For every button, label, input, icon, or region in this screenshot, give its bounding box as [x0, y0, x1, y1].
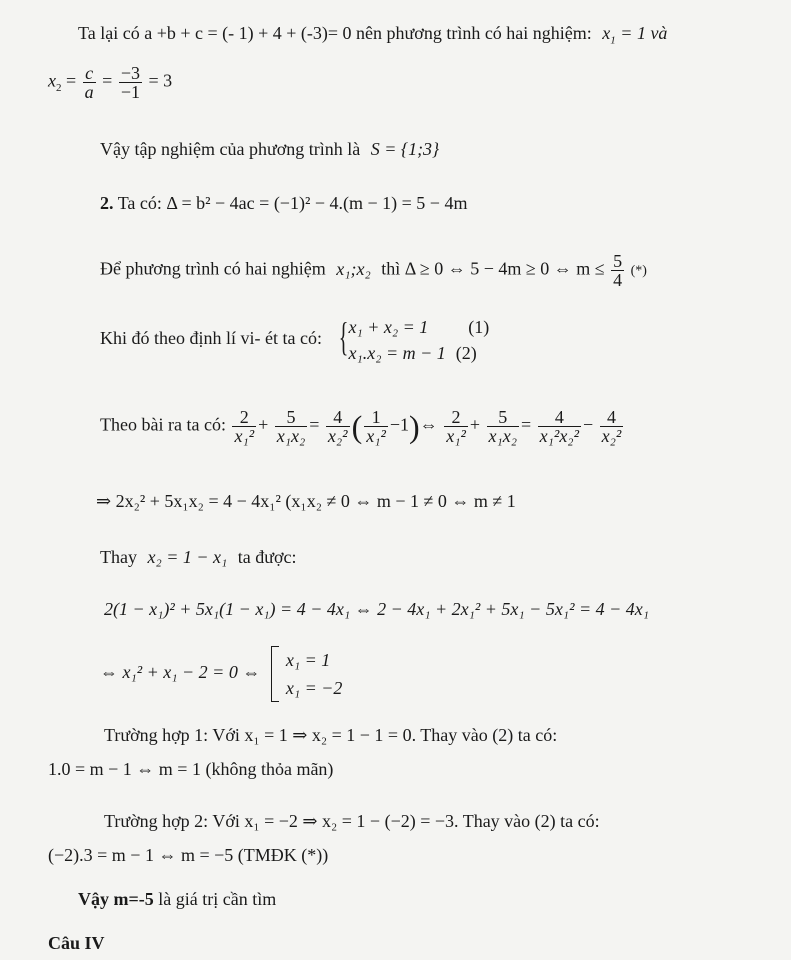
- frac-2-x1sq: $\frac{2}{\text{x₁²}}$: [234, 407, 255, 446]
- given-text: Theo bài ra ta có:: [100, 414, 226, 435]
- x2-var: x: [48, 70, 56, 91]
- sum-coefficients-text: Ta lại có a +b + c = (- 1) + 4 + (-3)= 0 nên phương trình có hai nghiệm:: [78, 23, 592, 43]
- line-given: Theo bài ra ta có: $\frac{2}{\text{x₁²}}$ + $\frac{5}{\text{x₁x₂}}$ = $\frac{4}{\text{x₂²}}$ ( $\frac{1}{\text{x₁²}}$ −1)⇔ $\frac{2}{\text{x₁²}}$ + $\frac{5}{\text{x₁x₂}}$ = $\frac{4}{\text{x₁²x₂²}}$ − $\frac{4}{\text{x₂²}}$: [100, 407, 622, 446]
- frac-4-x1sqx2sq: $\frac{4}{\text{x₁²x₂²}}$: [539, 407, 579, 446]
- implies-text: ⇒ 2x₂² + 5x₁x₂ = 4 − 4x₁² (x₁x₂ ≠ 0 ⇔ m − 1 ≠ 0 ⇔ m ≠ 1: [96, 491, 516, 511]
- substitute-tail: ta được:: [237, 547, 297, 567]
- vieta-text: Khi đó theo định lí vi- ét ta có:: [100, 328, 322, 349]
- conclusion-bold: Vậy m=-5: [78, 889, 154, 909]
- quadratic-text: ⇔ x₁² + x₁ − 2 = 0 ⇔: [100, 662, 261, 683]
- frac-4-x2sq: $\frac{4}{\text{x₂²}}$: [327, 407, 348, 446]
- condition-text: Để phương trình có hai nghiệm: [100, 258, 326, 279]
- line-implies: [96, 490, 516, 512]
- delta-text: Ta có: Δ = b² − 4ac = (−1)² − 4.(m − 1) = 5 − 4m: [117, 193, 468, 213]
- roots-vars: x₁;x₂: [336, 258, 371, 279]
- substitute-text: Thay: [100, 547, 137, 567]
- line-solution-set: [100, 138, 439, 160]
- line-case-2: [104, 810, 600, 832]
- roots-bracket: x₁ = 1 x₁ = −2: [271, 646, 343, 702]
- fraction-c-over-a: $\frac{c}{a}$: [84, 63, 94, 102]
- line-case-1-result: [48, 758, 333, 780]
- x1-root: $x_1 = 1$ và: [602, 23, 668, 47]
- cau-iv-heading: Câu IV: [48, 933, 105, 953]
- line-conclusion: [78, 888, 276, 910]
- line-case-1: [104, 724, 557, 746]
- line-expand: [104, 598, 649, 620]
- line-case-2-result: [48, 844, 328, 866]
- solution-set: S = {1;3}: [370, 139, 440, 159]
- frac-5-x1x2: $\frac{5}{\text{x₁x₂}}$: [276, 407, 306, 446]
- line-condition: [100, 252, 647, 289]
- fraction-5-over-4: $\frac{5}{4}$: [613, 251, 623, 290]
- case-2-text: Trường hợp 2: Với x₁ = −2 ⇒ x₂ = 1 − (−2) = −3. Thay vào (2) ta có:: [104, 811, 600, 831]
- case-2-result: (−2).3 = m − 1 ⇔ m = −5 (TMĐK (*)): [48, 845, 329, 865]
- star-marker: (*): [630, 263, 647, 279]
- expand-text: 2(1 − x₁)² + 5x₁(1 − x₁) = 4 − 4x₁ ⇔ 2 − 4x₁ + 2x₁² + 5x₁ − 5x₁² = 4 − 4x₁: [104, 599, 650, 619]
- line-vieta: [100, 314, 489, 366]
- frac-1-x1sq: $\frac{1}{\text{x₁²}}$: [366, 407, 386, 446]
- section-heading: [48, 932, 105, 954]
- line-substitute: [100, 546, 297, 568]
- line-quadratic: [100, 646, 342, 702]
- part-number: 2.: [100, 193, 114, 213]
- substitute-expr: x₂ = 1 − x₁: [147, 547, 228, 567]
- case-1-text: Trường hợp 1: Với x₁ = 1 ⇒ x₂ = 1 − 1 = 0. Thay vào (2) ta có:: [104, 725, 558, 745]
- line-delta: [100, 192, 467, 214]
- line-x2-root: $x_2$ = $\frac{c}{a}$ = $\frac{-3}{-1}$ = 3: [48, 63, 173, 102]
- line-sum-coefficients: [78, 22, 668, 47]
- x2-value: = 3: [148, 70, 173, 91]
- frac-2-x1sq-b: $\frac{2}{\text{x₁²}}$: [446, 407, 466, 446]
- fraction-m3-over-m1: $\frac{-3}{-1}$: [120, 63, 140, 102]
- condition-inequality: thì Δ ≥ 0 ⇔ 5 − 4m ≥ 0 ⇔ m ≤: [381, 258, 605, 279]
- conclusion-text: là giá trị cần tìm: [153, 889, 277, 909]
- case-1-result: 1.0 = m − 1 ⇔ m = 1 (không thỏa mãn): [48, 759, 334, 779]
- vieta-system: { x₁ + x₂ = 1 (1) x₁.x₂ = m − 1 (2): [339, 314, 490, 363]
- solution-set-text: Vậy tập nghiệm của phương trình là: [100, 139, 361, 159]
- frac-5-x1x2-b: $\frac{5}{\text{x₁x₂}}$: [488, 407, 518, 446]
- frac-4-x2sq-b: $\frac{4}{\text{x₂²}}$: [601, 407, 622, 446]
